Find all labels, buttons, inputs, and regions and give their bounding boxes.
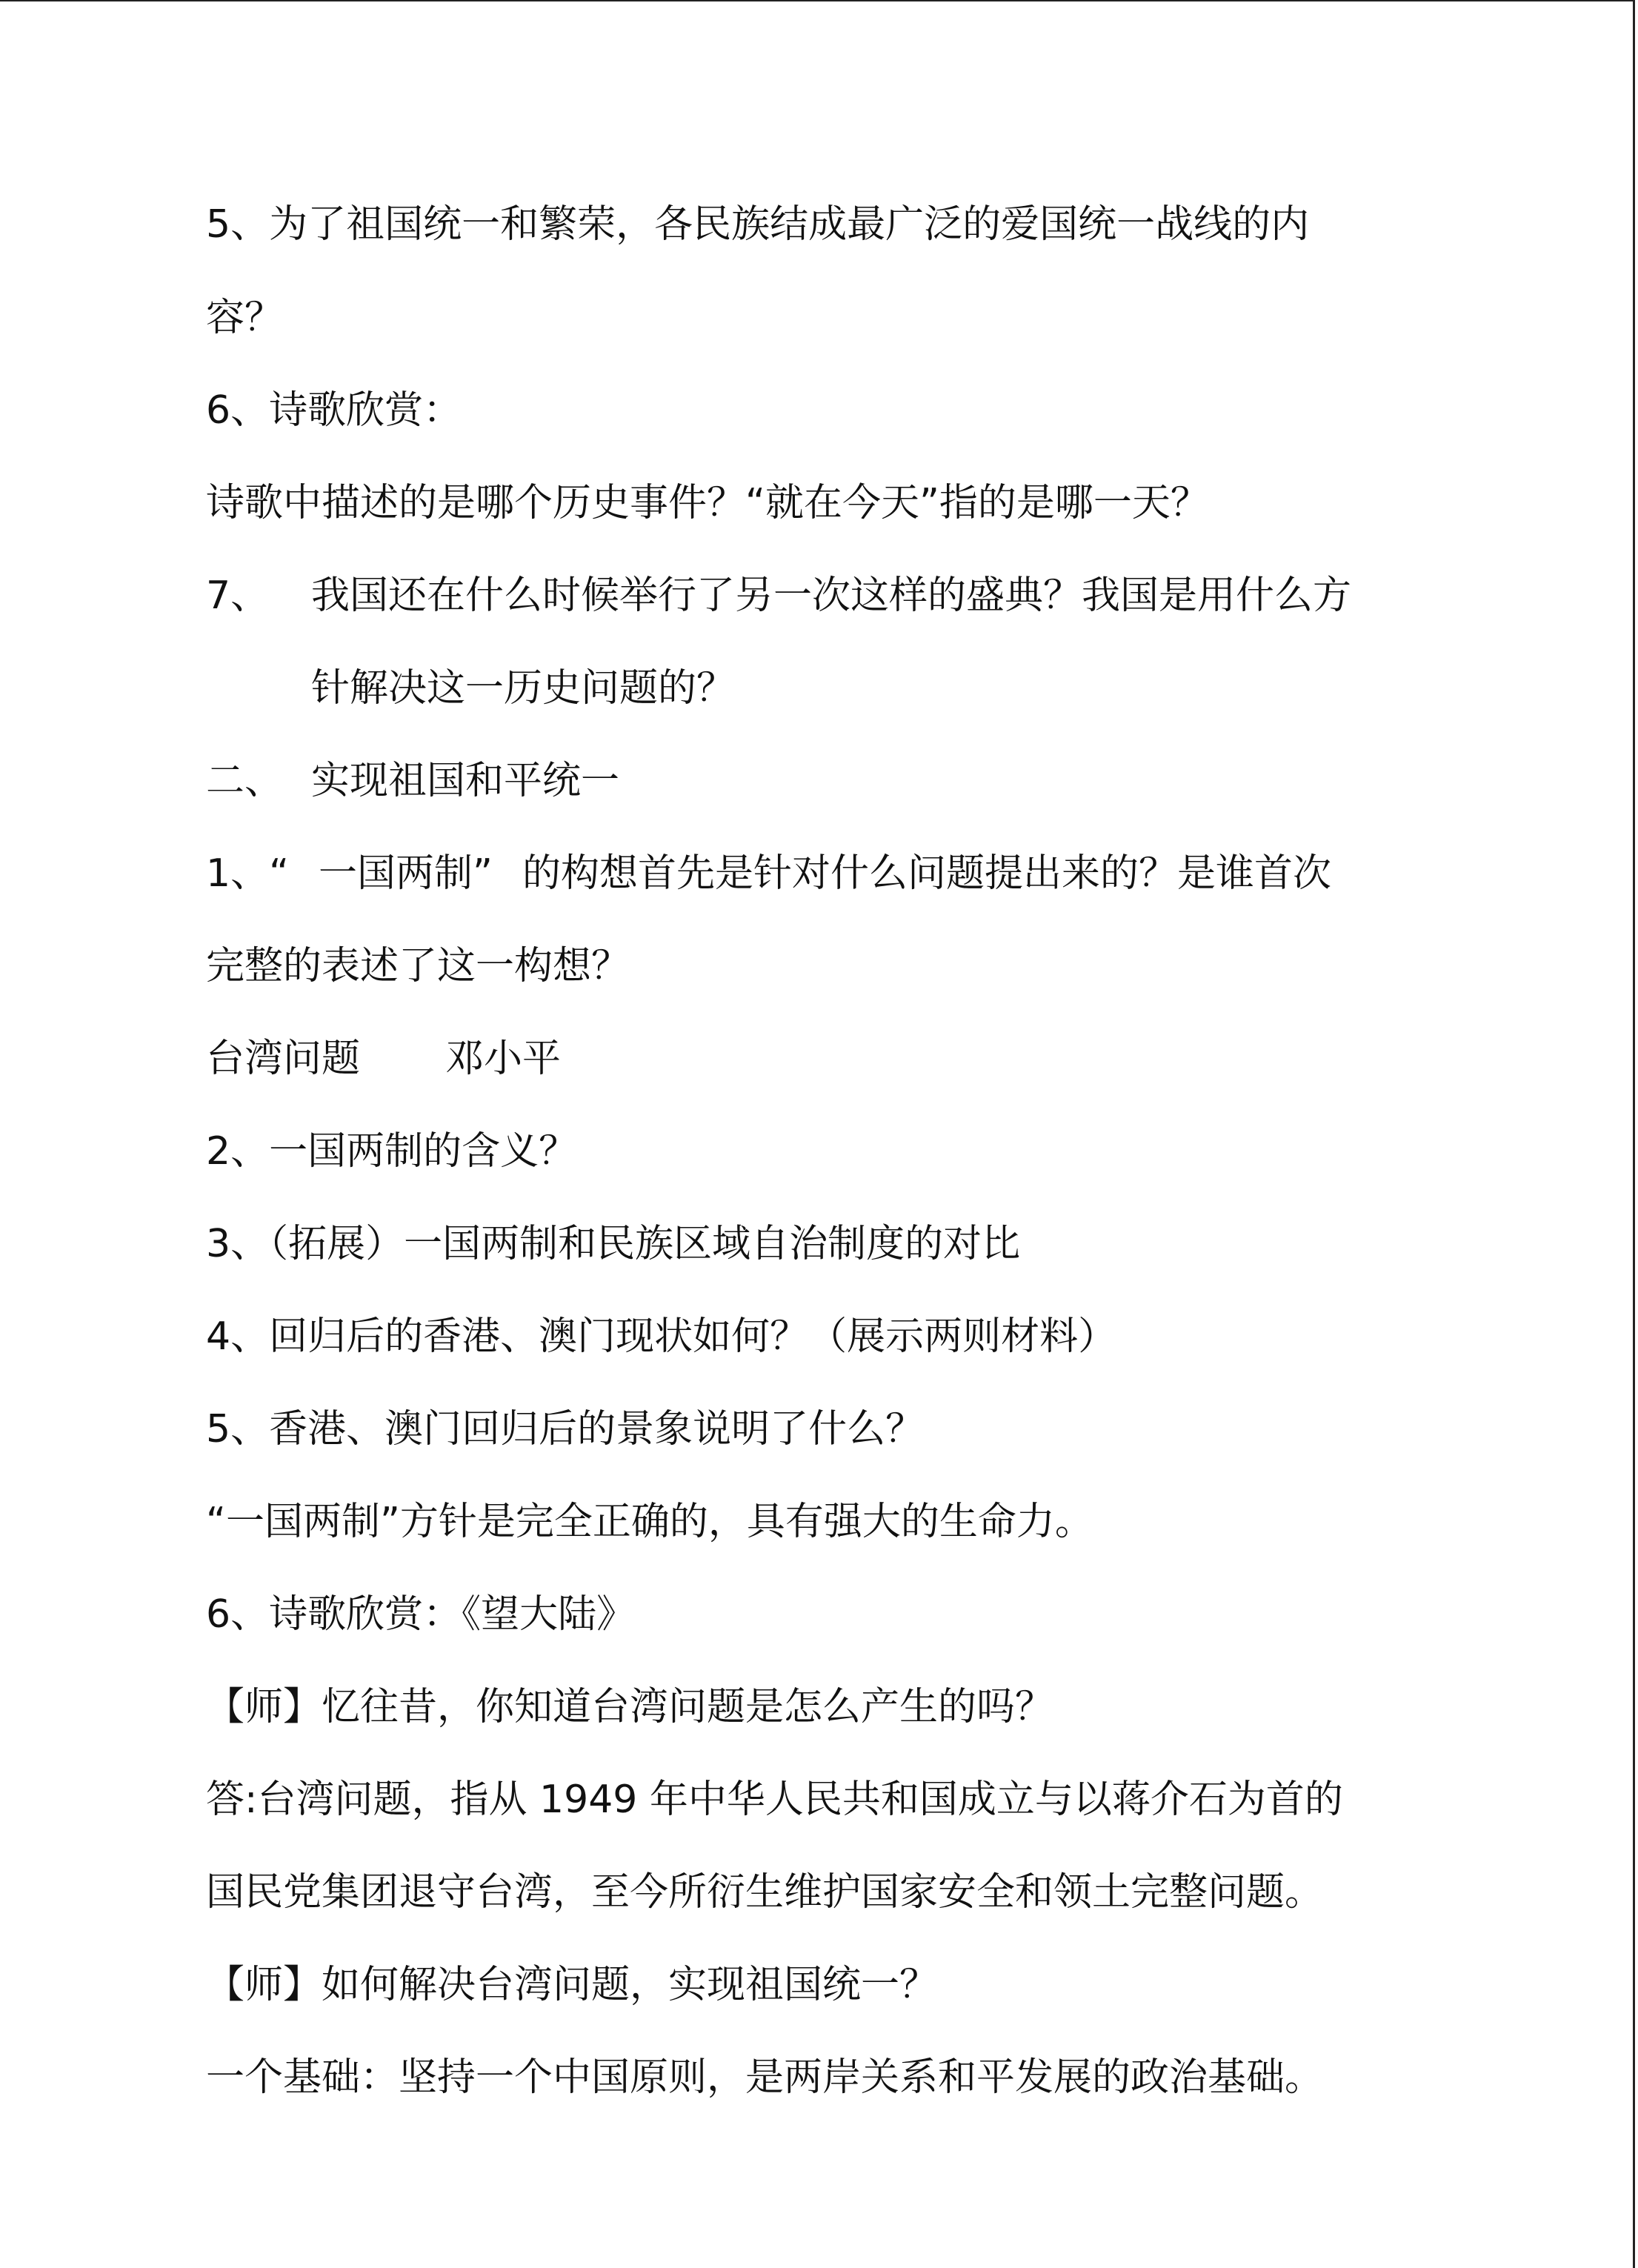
item-5: 5、香港、澳门回归后的景象说明了什么？ <box>206 1407 925 1451</box>
question-7-line-1 <box>206 573 1352 619</box>
section-2-heading <box>206 758 620 804</box>
section-2-title: 实现祖国和平统一 <box>311 759 620 803</box>
item-3: 3、（拓展）一国两制和民族区域自治制度的对比 <box>206 1222 1021 1266</box>
item-1-line-2: 完整的表述了这一构想？ <box>206 944 630 988</box>
question-5-line-2: 容？ <box>206 296 284 340</box>
item-1-question: 的构想首先是针对什么问题提出来的？是谁首次 <box>522 851 1331 896</box>
question-7-text-2: 针解决这一历史问题的？ <box>311 666 736 711</box>
teacher-question-2: 【师】如何解决台湾问题，实现祖国统一？ <box>206 1963 939 2007</box>
item-5-answer: “一国两制”方针是完全正确的，具有强大的生命力。 <box>206 1500 1093 1544</box>
item-1-quote: 一国两制” <box>319 851 493 896</box>
question-7-number: 7、 <box>206 573 270 618</box>
answer-1-line-1: 答:台湾问题，指从 1949 年中华人民共和国成立与以蒋介石为首的 <box>206 1778 1343 1822</box>
item-4: 4、回归后的香港、澳门现状如何？（展示两则材料） <box>206 1314 1117 1359</box>
item-1-prefix: 1、“ <box>206 851 290 896</box>
item-1-line-1 <box>206 851 1331 897</box>
question-7-text-1: 我国还在什么时候举行了另一次这样的盛典？我国是用什么方 <box>311 573 1352 618</box>
teacher-question-1: 【师】忆往昔，你知道台湾问题是怎么产生的吗？ <box>206 1685 1054 1729</box>
item-1-answer <box>206 1036 561 1082</box>
answer-1-line-2: 国民党集团退守台湾，至今所衍生维护国家安全和领土完整问题。 <box>206 1870 1324 1915</box>
item-2: 2、一国两制的含义？ <box>206 1129 578 1174</box>
item-6: 6、诗歌欣赏：《望大陆》 <box>206 1592 636 1637</box>
question-6-text: 诗歌中描述的是哪个历史事件？“就在今天”指的是哪一天？ <box>206 481 1209 525</box>
question-6-heading: 6、诗歌欣赏： <box>206 388 462 433</box>
question-5-line-1: 5、为了祖国统一和繁荣，各民族结成最广泛的爱国统一战线的内 <box>206 202 1310 247</box>
answer-deng-xiaoping: 邓小平 <box>445 1037 562 1081</box>
answer-taiwan-issue: 台湾问题 <box>206 1037 361 1081</box>
section-2-number: 二、 <box>206 759 284 803</box>
one-foundation: 一个基础：坚持一个中国原则，是两岸关系和平发展的政治基础。 <box>206 2055 1324 2100</box>
